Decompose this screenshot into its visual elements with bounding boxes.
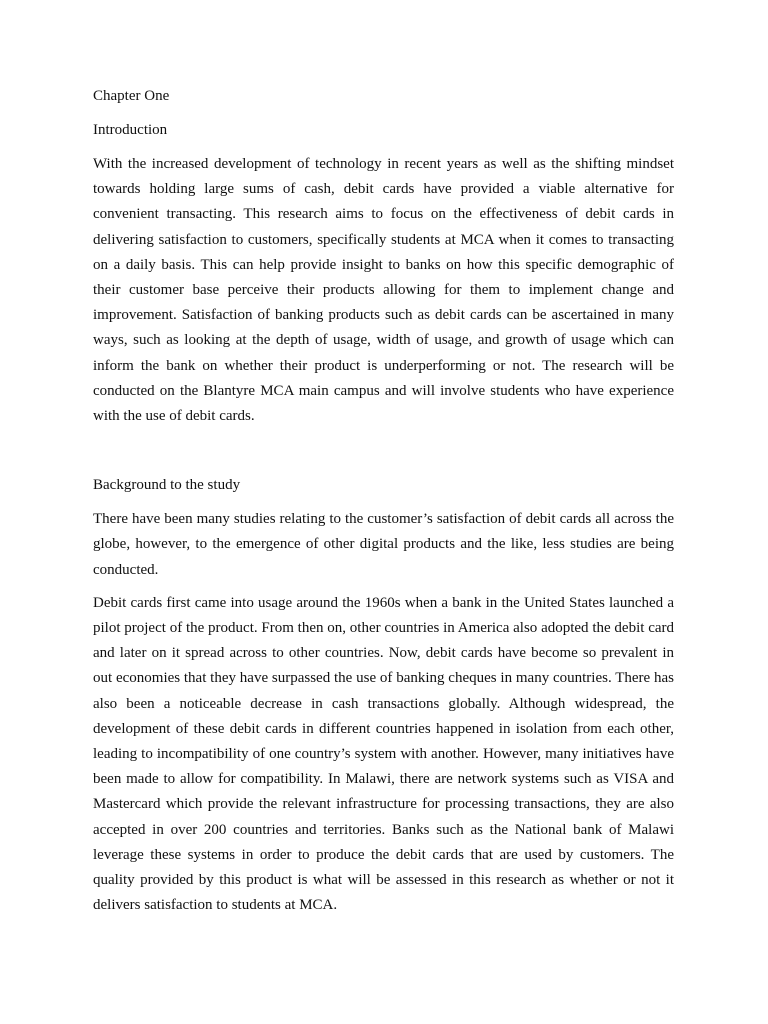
background-paragraph-2: Debit cards first came into usage around the 1960s when a bank in the United States launched a pilot project of the product. From then on, other countries in America also adopted the debit card and later on it spread across to other countries. Now, debit cards have become so prevalent in out economies that they have surpassed the use of banking cheques in many countries. There has also been a noticeable decrease in cash transactions globally. Although widespread, the development of these debit cards in different countries happened in isolation from each other, leading to incompatibility of one country’s system with another. However, many initiatives have been made to allow for compatibility. In Malawi, there are network systems such as VISA and Mastercard which provide the relevant infrastructure for processing transactions, they are also accepted in over 200 countries and territories. Banks such as the National bank of Malawi leverage these systems in order to produce the debit cards that are used by customers. The quality provided by this product is what will be assessed in this research as whether or not it delivers satisfaction to students at MCA. [93,594,674,914]
background-paragraph-1: There have been many studies relating to the customer’s satisfaction of debit cards all across the globe, however, to the emergence of other digital products and the like, less studies are being conducted. [93,511,674,578]
introduction-paragraph: With the increased development of technology in recent years as well as the shifting mindset towards holding large sums of cash, debit cards have provided a viable alternative for convenient transacting. This research aims to focus on the effectiveness of debit cards in delivering satisfaction to customers, specifically students at MCA when it comes to transacting on a daily basis. This can help provide insight to banks on how this specific demographic of their customer base perceive their products allowing for them to implement change and improvement. Satisfaction of banking products such as debit cards can be ascertained in many ways, such as looking at the depth of usage, width of usage, and growth of usage which can inform the bank on whether their product is underperforming or not. The research will be conducted on the Blantyre MCA main campus and will involve students who have experience with the use of debit cards. [93,156,674,425]
introduction-heading: Introduction [93,122,168,138]
chapter-title: Chapter One [93,88,170,104]
background-heading: Background to the study [93,477,241,494]
document-page [93,84,674,918]
